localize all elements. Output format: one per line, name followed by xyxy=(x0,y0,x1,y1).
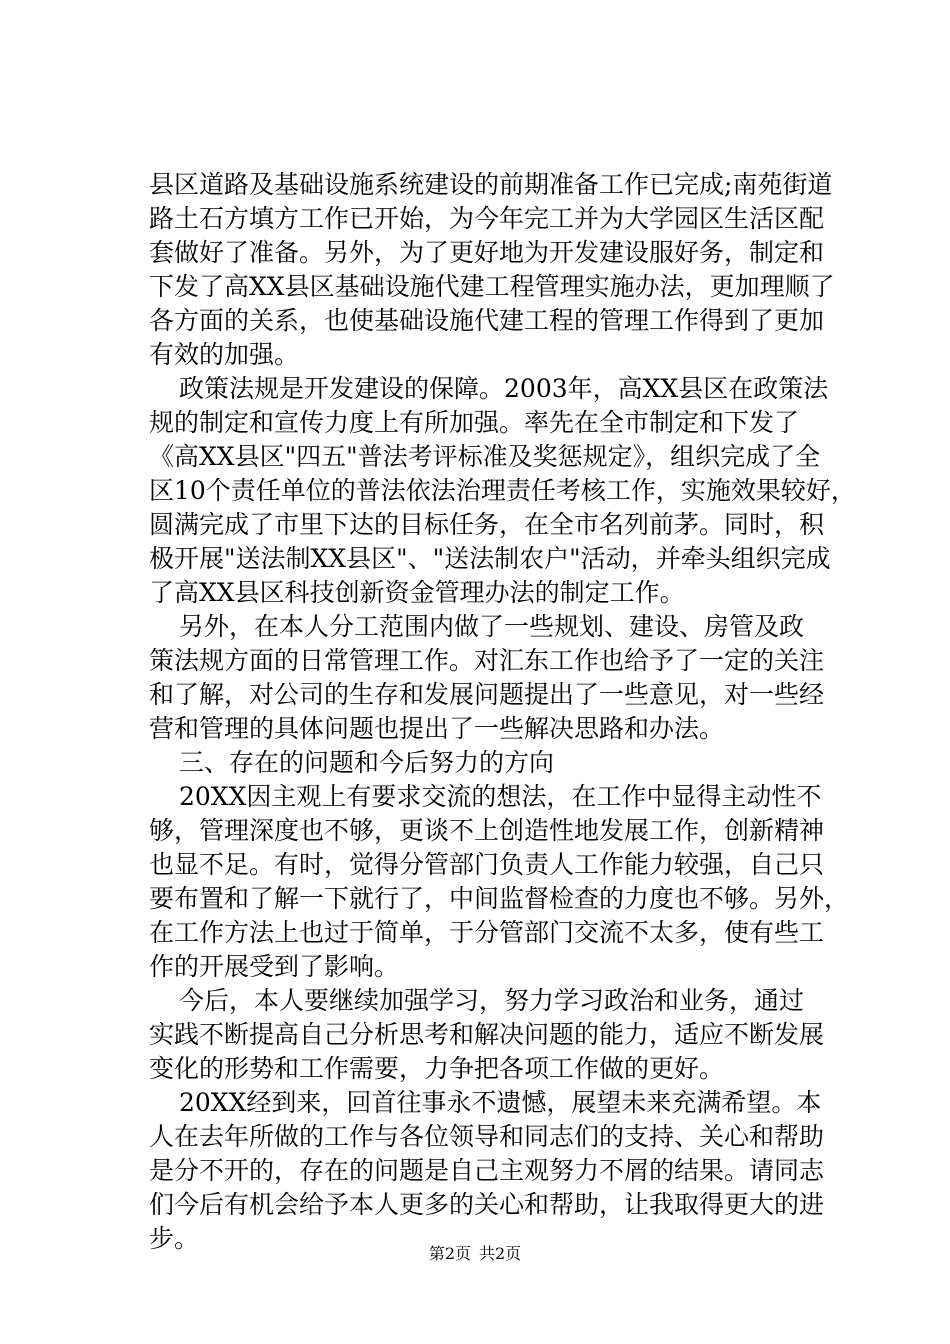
text-line: 极开展"送法制XX县区"、"送法制农户"活动，并牵头组织完成 xyxy=(149,544,831,573)
text-line: 作的开展受到了影响。 xyxy=(149,952,400,981)
paragraph-policy-regulations xyxy=(149,372,856,610)
paragraph-closing xyxy=(149,1086,825,1256)
text-line: 有效的加强。 xyxy=(149,340,300,369)
text-line: 另外，在本人分工范围内做了一些规划、建设、房管及政 xyxy=(179,612,805,641)
text-line: 了高XX县区科技创新资金管理办法的制定工作。 xyxy=(149,578,685,607)
text-line: 们今后有机会给予本人更多的关心和帮助，让我取得更大的进 xyxy=(149,1190,825,1219)
text-line: 圆满完成了市里下达的目标任务，在全市名列前茅。同时，积 xyxy=(149,510,825,539)
text-line: 够，管理深度也不够，更谈不上创造性地发展工作，创新精神 xyxy=(149,816,825,845)
text-line: 县区道路及基础设施系统建设的前期准备工作已完成;南苑街道 xyxy=(149,170,833,199)
text-line: 20XX因主观上有要求交流的想法，在工作中显得主动性不 xyxy=(179,782,822,811)
page-number-total: 共2页 xyxy=(479,1244,522,1263)
page-footer xyxy=(0,1243,950,1265)
document-body xyxy=(149,168,856,1256)
text-line: 营和管理的具体问题也提出了一些解决思路和办法。 xyxy=(149,714,725,743)
section-heading-text: 三、存在的问题和今后努力的方向 xyxy=(179,748,555,777)
paragraph-infrastructure xyxy=(149,168,835,372)
paragraph-problems xyxy=(149,780,850,984)
text-line: 区10个责任单位的普法依法治理责任考核工作，实施效果较好， xyxy=(149,476,856,505)
text-line: 各方面的关系，也使基础设施代建工程的管理工作得到了更加 xyxy=(149,306,825,335)
text-line: 实践不断提高自己分析思考和解决问题的能力，适应不断发展 xyxy=(149,1020,825,1049)
text-line: 政策法规是开发建设的保障。2003年，高XX县区在政策法 xyxy=(179,374,829,403)
text-line: 和了解，对公司的生存和发展问题提出了一些意见，对一些经 xyxy=(149,680,825,709)
text-line: 是分不开的，存在的问题是自己主观努力不屑的结果。请同志 xyxy=(149,1156,825,1185)
text-line: 变化的形势和工作需要，力争把各项工作做的更好。 xyxy=(149,1054,725,1083)
text-line: 今后，本人要继续加强学习，努力学习政治和业务，通过 xyxy=(179,986,805,1015)
text-line: 策法规方面的日常管理工作。对汇东工作也给予了一定的关注 xyxy=(149,646,825,675)
page-number-current: 第2页 xyxy=(428,1244,471,1263)
text-line: 也显不足。有时，觉得分管部门负责人工作能力较强，自己只 xyxy=(149,850,825,879)
text-line: 套做好了准备。另外，为了更好地为开发建设服好务，制定和 xyxy=(149,238,825,267)
text-line: 要布置和了解一下就行了，中间监督检查的力度也不够。另外， xyxy=(149,884,850,913)
text-line: 《高XX县区"四五"普法考评标准及奖惩规定》，组织完成了全 xyxy=(149,442,821,471)
paragraph-daily-management xyxy=(149,610,825,746)
text-line: 20XX经到来，回首往事永不遗憾，展望未来充满希望。本 xyxy=(179,1088,822,1117)
text-line: 路土石方填方工作已开始，为今年完工并为大学园区生活区配 xyxy=(149,204,825,233)
text-line: 人在去年所做的工作与各位领导和同志们的支持、关心和帮助 xyxy=(149,1122,825,1151)
text-line: 步。 xyxy=(149,1224,200,1253)
text-line: 在工作方法上也过于简单，于分管部门交流不太多，使有些工 xyxy=(149,918,825,947)
paragraph-future-plan xyxy=(149,984,825,1086)
text-line: 规的制定和宣传力度上有所加强。率先在全市制定和下发了 xyxy=(149,408,800,437)
text-line: 下发了高XX县区基础设施代建工程管理实施办法，更加理顺了 xyxy=(149,272,835,301)
section-heading xyxy=(149,746,801,780)
